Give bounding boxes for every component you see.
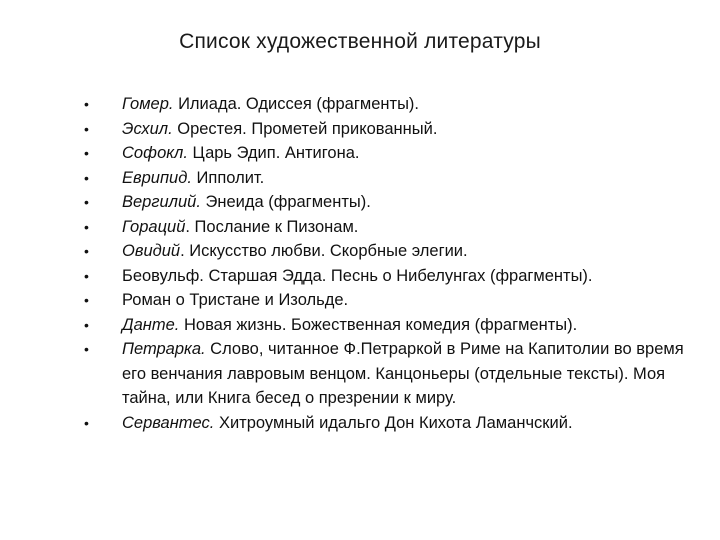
work-titles: Орестея. Прометей прикованный. [172,119,438,138]
work-titles: . Послание к Пизонам. [185,217,359,236]
author-name: Вергилий. [122,193,201,211]
bullet-icon: • [84,292,89,308]
list-item [76,190,696,215]
list-item [76,215,696,240]
bullet-icon: • [84,316,89,333]
work-titles: Слово, читанное Ф.Петраркой в Риме на Капитолии во время его венчания лавровым венцом. Канцоньеры (отдельные тексты). Моя тайна, или Книга бесед о презрении к миру. [122,340,684,407]
bullet-icon: • [84,267,89,284]
author-name: Данте. [122,315,180,334]
author-name: Овидий [122,242,181,260]
author-name: Эсхил. [122,119,173,138]
work-titles: Царь Эдип. Антигона. [187,144,360,162]
author-name: Софокл. [122,144,188,162]
list-item [76,117,696,142]
bullet-icon: • [84,218,89,235]
list-item [76,239,696,264]
bullet-icon: • [84,414,89,431]
work-titles: Хитроумный идальго Дон Кихота Ламанчский. [214,413,573,432]
bullet-icon: • [84,341,89,357]
list-item [76,337,696,411]
list-item [76,92,696,117]
author-name: Сервантес. [122,413,215,432]
work-titles: . Искусство любви. Скорбные элегии. [180,242,468,260]
bullet-icon: • [84,120,89,137]
author-name: Еврипид. [122,168,192,187]
work-titles: Беовульф. Старшая Эдда. Песнь о Нибелунгах (фрагменты). [122,266,593,285]
list-item [76,264,696,289]
list-item [76,166,696,191]
work-titles: Новая жизнь. Божественная комедия (фрагменты). [179,315,578,334]
work-titles: Ипполит. [191,168,265,187]
list-item [76,288,696,313]
bullet-icon: • [84,243,89,259]
author-name: Петрарка. [122,340,206,358]
page-title: Список художественной литературы [179,30,541,53]
bullet-icon: • [84,169,89,186]
author-name: Гомер. [122,95,174,113]
bullet-icon: • [84,96,89,112]
work-titles: Роман о Тристане и Изольде. [122,291,349,309]
bullet-icon: • [84,145,89,161]
list-item [76,141,696,166]
bullet-icon: • [84,194,89,210]
list-item [76,411,696,436]
author-name: Гораций [122,217,186,236]
literature-list [76,92,696,435]
list-item [76,313,696,338]
work-titles: Энеида (фрагменты). [200,193,371,211]
work-titles: Илиада. Одиссея (фрагменты). [173,95,420,113]
